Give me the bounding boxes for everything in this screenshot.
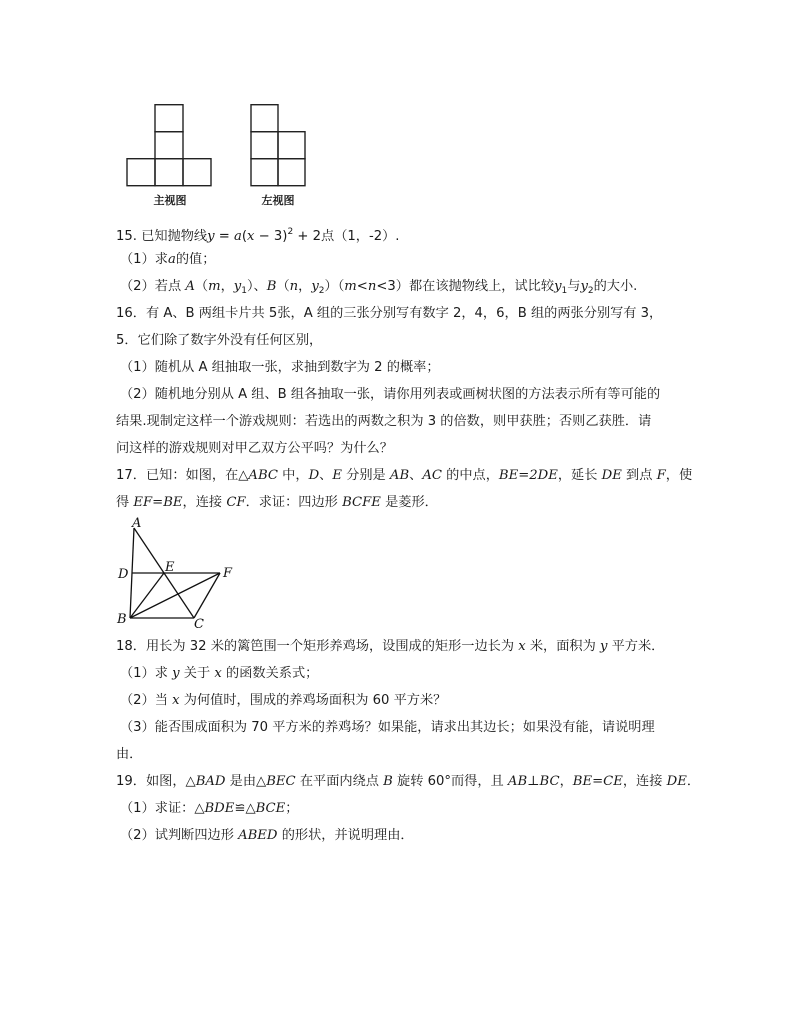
label-E: E <box>165 560 175 575</box>
label-F: F <box>223 566 233 581</box>
q15-stem: 15. 已知抛物线$y = a(x - 3)^2 + 2$点（1，-2）. <box>116 227 400 244</box>
q16-line6: 问这样的游戏规则对甲乙双方公平吗？为什么？ <box>116 441 393 456</box>
q18-stem: 18．用长为 32 米的篱笆围一个矩形养鸡场，设围成的矩形一边长为 x 米，面积为 y 平方米． <box>116 639 665 654</box>
q15-part2: （2）若点 A（m，$y_1$）、B（n，$y_2)(m<n<3)$都在该抛物线上，试比较$y_1$与$y_2$的大小. <box>120 279 638 296</box>
q15-part1: （1）求a的值； <box>120 252 216 267</box>
q19-part2: （2）试判断四边形 ABED 的形状，并说明理由． <box>120 828 414 843</box>
q18-part3: （3）能否围成面积为 70 平方米的养鸡场？如果能，请求出其边长；如果没有能，请说明理 <box>120 720 655 735</box>
left-view-figure <box>250 104 310 188</box>
q17-stem-line2: 得 EF=BE，连接 CF．求证：四边形 BCFE 是菱形． <box>116 495 438 510</box>
q19-stem: 19．如图，△BAD 是由△BEC 在平面内绕点 B 旋转 60°而得，且 AB⊥BC，BE=CE，连接 DE． <box>116 774 701 789</box>
q19-part1: （1）求证：△BDE≌△BCE； <box>120 801 299 816</box>
q18-part1: （1）求 y 关于 x 的函数关系式； <box>120 666 319 681</box>
q16-line5: 结果.现制定这样一个游戏规则：若选出的两数之积为 3 的倍数，则甲获胜；否则乙获胜．请 <box>116 414 652 429</box>
q17-rhombus-figure <box>112 514 242 630</box>
label-D: D <box>118 567 129 582</box>
q18-part3-cont: 由． <box>116 747 143 762</box>
q17-stem-line1: 17．已知：如图，在△ABC 中，D、E 分别是 AB、AC 的中点，BE=2DE，延长 DE 到点 F，使 <box>116 468 693 483</box>
label-C: C <box>194 617 204 630</box>
q16-part2: （2）随机地分别从 A 组、B 组各抽取一张，请你用列表或画树状图的方法表示所有等可能的 <box>120 387 661 402</box>
q16-line1: 16．有 A、B 两组卡片共 5张，A 组的三张分别写有数字 2，4，6，B 组的两张分别写有 3， <box>116 306 663 321</box>
q16-part1: （1）随机从 A 组抽取一张，求抽到数字为 2 的概率； <box>120 360 440 375</box>
label-A: A <box>132 516 142 531</box>
q18-part2: （2）当 x 为何值时，围成的养鸡场面积为 60 平方米？ <box>120 693 447 708</box>
label-B: B <box>117 612 127 627</box>
front-view-figure <box>126 104 214 188</box>
left-view-caption: 左视图 <box>261 194 295 207</box>
q16-line2: 5．它们除了数字外没有任何区别， <box>116 333 323 348</box>
segment-BE <box>130 573 164 618</box>
front-view-caption: 主视图 <box>153 194 187 207</box>
